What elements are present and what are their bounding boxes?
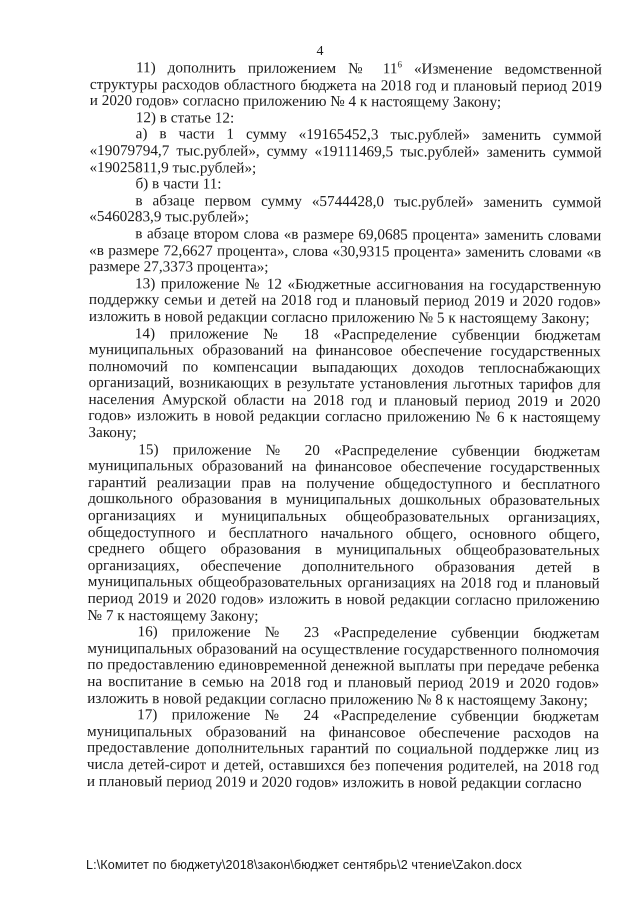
paragraph-text: 11) дополнить приложением № 11 — [135, 59, 398, 78]
paragraph-item-14: 14) приложение № 18 «Распределение субвенции бюджетам муниципальных образований на финансовое обеспечение государственных полномочий по компенсации выпадающих доходов теплоснабжающих организаций, возникающих в результате установления льготных тарифов для населения Амурской области на 2018 год и плановый период 2019 и 2020 годов» изложить в новой редакции согласно приложению № 6 к настоящему Закону; — [88, 324, 601, 442]
paragraph-subitem-b: б) в части 11: — [135, 175, 222, 193]
paragraph-text: «Изменение ведомственной структуры расходов областного бюджета на 2018 год и плановый период 2019 и 2020 годов» согласно приложению № 4 к настоящему Закону; — [89, 60, 602, 111]
paragraph-second-abzac: в абзаце втором слова «в размере 69,0685 процента» заменить словами «в размере 72,6627 процента», слова «30,9315 процента» заменить словами «в размере 27,3373 процента»; — [89, 225, 602, 276]
document-body — [87, 60, 602, 792]
paragraph-item-12: 12) в статье 12: — [135, 108, 235, 127]
paragraph-item-16: 16) приложение № 23 «Распределение субвенции бюджетам муниципальных образований на осуществление государственного полномочия по предоставлению единовременной денежной выплаты при передаче ребенка на воспитание в семью на 2018 год и плановый период 2019 и 2020 годов» изложить в новой редакции согласно приложению № 8 к настоящему Закону; — [87, 623, 600, 709]
page-number: 4 — [316, 44, 324, 59]
superscript-number: 6 — [397, 59, 403, 70]
paragraph-subitem-a: а) в части 1 сумму «19165452,3 тыс.рублей» заменить суммой «19079794,7 тыс.рублей», сумму «19111469,5 тыс.рублей» заменить суммой «19025811,9 тыс.рублей»; — [89, 125, 602, 177]
paragraph-item-15: 15) приложение № 20 «Распределение субвенции бюджетам муниципальных образований на финансовое обеспечение государственных гарантий реализации прав на получение общедоступного и бесплатного дошкольного образования в муниципальных дошкольных образовательных организациях и муниципальных общеобразовательных организациях, общедоступного и бесплатного начального общего, основного общего, среднего общего образования в муниципальных общеобразовательных организациях, обеспечение дополнительного образования детей в муниципальных общеобразовательных организациях на 2018 год и плановый период 2019 и 2020 годов» изложить в новой редакции согласно приложению № 7 к настоящему Закону; — [87, 440, 601, 625]
paragraph-item-13: 13) приложение № 12 «Бюджетные ассигнования на государственную поддержку семьи и детей на 2018 год и плановый период 2019 и 2020 годов» изложить в новой редакции согласно приложению № 5 к настоящему Закону; — [88, 274, 602, 328]
paragraph-item-11 — [90, 60, 602, 112]
paragraph-first-abzac: в абзаце первом сумму «5744428,0 тыс.рублей» заменить суммой «5460283,9 тыс.рублей»; — [89, 191, 602, 227]
paragraph-item-17: 17) приложение № 24 «Распределение субвенции бюджетам муниципальных образований на финансовое обеспечение расходов на предоставление дополнительных гарантий по социальной поддержке лиц из числа детей-сирот и детей, оставшихся без попечения родителей, на 2018 год и плановый период 2019 и 2020 годов» изложить в новой редакции согласно — [86, 706, 600, 792]
footer-file-path: L:\Комитет по бюджету\2018\закон\бюджет сентябрь\2 чтение\Zakon.docx — [86, 858, 522, 872]
